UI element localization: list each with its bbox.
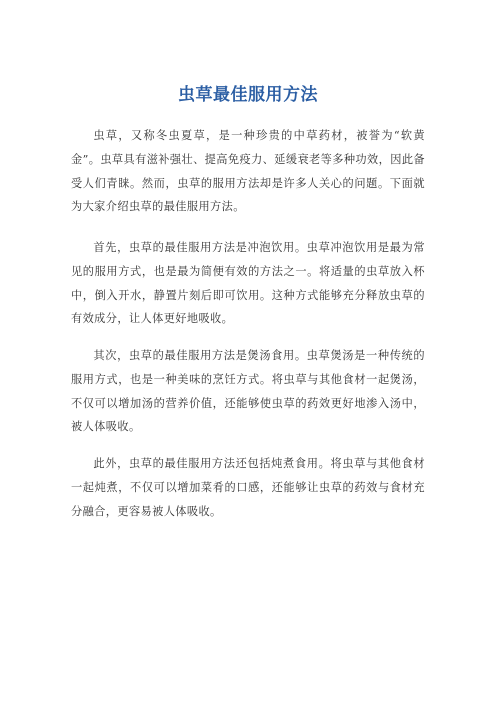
document-title: 虫草最佳服用方法 <box>178 85 318 105</box>
paragraph-brewing: 首先，虫草的最佳服用方法是冲泡饮用。虫草冲泡饮用是最为常见的服用方式，也是最为简便有效的方法之一。将适量的虫草放入杯中，倒入开水，静置片刻后即可饮用。这种方式能够充分释放虫草的有效成分，让人体更好地吸收。 <box>71 241 425 326</box>
paragraph-stewing: 此外，虫草的最佳服用方法还包括炖煮食用。将虫草与其他食材一起炖煮，不仅可以增加菜肴的口感，还能够让虫草的药效与食材充分融合，更容易被人体吸收。 <box>71 457 425 518</box>
paragraph-soup: 其次，虫草的最佳服用方法是煲汤食用。虫草煲汤是一种传统的服用方式，也是一种美味的烹饪方式。将虫草与其他食材一起煲汤，不仅可以增加汤的营养价值，还能够使虫草的药效更好地渗入汤中，被人体吸收。 <box>71 349 425 434</box>
paragraph-intro: 虫草，又称冬虫夏草，是一种珍贵的中草药材，被誉为“软黄金”。虫草具有滋补强壮、提高免疫力、延缓衰老等多种功效，因此备受人们青睐。然而，虫草的服用方法却是许多人关心的问题。下面就为大家介绍虫草的最佳服用方法。 <box>71 129 425 214</box>
